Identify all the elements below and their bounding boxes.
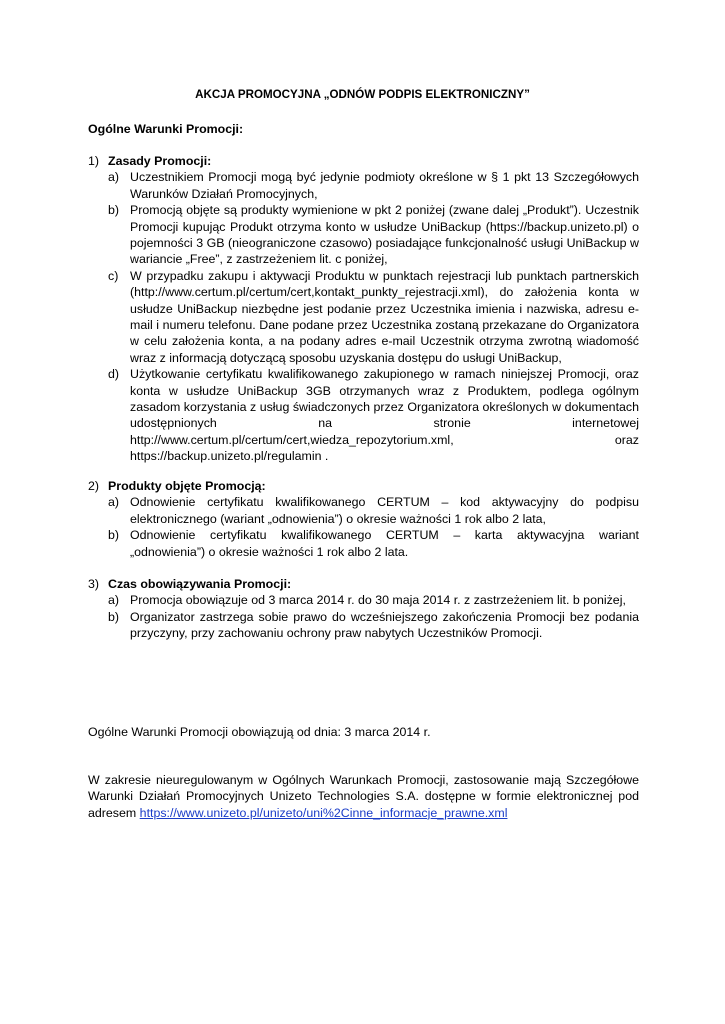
section-number: 3) [88, 577, 100, 591]
item-text: Odnowienie certyfikatu kwalifikowanego CERTUM – karta aktywacyjna wariant „odnowienia”) o okresie ważności 1 rok albo 2 lata. [130, 528, 639, 559]
item-text: Promocja obowiązuje od 3 marca 2014 r. do 30 maja 2014 r. z zastrzeżeniem lit. b poniżej, [130, 593, 626, 608]
section-number: 1) [88, 154, 100, 168]
item-text: Odnowienie certyfikatu kwalifikowanego CERTUM – kod aktywacyjny do podpisu elektronicznego (wariant „odnowienia”) o okresie ważności 1 rok albo 2 lata, [130, 495, 639, 526]
section-products [88, 478, 639, 560]
list-item [88, 592, 639, 608]
item-letter: c) [108, 268, 119, 283]
item-text: Promocją objęte są produkty wymienione w pkt 2 poniżej (zwane dalej „Produkt”). Uczestnik Promocji kupując Produkt otrzyma konto w usłudze UniBackup (https://backup.unizeto.pl) o pojemności 3 GB (nieograniczone czasowo) posiadające funkcjonalność usługi UniBackup w wariancie „Free”, z zastrzeżeniem lit. c poniżej, [130, 203, 639, 267]
section-heading [88, 478, 639, 494]
item-text: W przypadku zakupu i aktywacji Produktu w punktach rejestracji lub punktach partnerskich (http://www.certum.pl/certum/cert,kontakt_punkty_rejestracji.xml), do założenia konta w usłudze UniBackup niezbędne jest podanie przez Uczestnika imienia i nazwiska, adresu e-mail i numeru telefonu. Dane podane przez Uczestnika zostaną przekazane do Organizatora w celu założenia konta, a na podany adres e-mail Uczestnik otrzyma zwrotną wiadomość wraz z informacją dotyczącą sposobu uzyskania dostępu do usługi UniBackup, [130, 268, 639, 365]
item-letter: a) [108, 170, 120, 185]
section-title: Produkty objęte Promocją: [108, 479, 266, 493]
section-heading [88, 153, 639, 169]
section-heading [88, 576, 639, 592]
closing-paragraph [88, 772, 639, 821]
item-letter: b) [108, 203, 120, 218]
list-item [88, 527, 639, 560]
item-letter: a) [108, 495, 120, 510]
validity-statement: Ogólne Warunki Promocji obowiązują od dnia: 3 marca 2014 r. [88, 725, 431, 739]
item-letter: a) [108, 593, 120, 608]
section-duration [88, 576, 639, 642]
list-item [88, 609, 639, 642]
legal-info-link[interactable]: https://www.unizeto.pl/unizeto/uni%2Cinne_informacje_prawne.xml [139, 805, 508, 820]
list-item [88, 268, 639, 366]
item-letter: b) [108, 609, 120, 624]
closing-text: W zakresie nieuregulowanym w Ogólnych Warunkach Promocji, zastosowanie mają Szczegółowe Warunki Działań Promocyjnych Unizeto Technologies S.A. dostępne w formie elektronicznej pod adresem [88, 773, 639, 820]
section-title: Czas obowiązywania Promocji: [108, 577, 292, 591]
section-title: Zasady Promocji: [108, 154, 212, 168]
section-number: 2) [88, 479, 100, 493]
item-letter: d) [108, 367, 120, 382]
document-subtitle: Ogólne Warunki Promocji: [88, 122, 244, 136]
list-item [88, 202, 639, 268]
document-title: AKCJA PROMOCYJNA „ODNÓW PODPIS ELEKTRONICZNY” [195, 88, 530, 101]
list-item [88, 169, 639, 202]
item-text: Organizator zastrzega sobie prawo do wcześniejszego zakończenia Promocji bez podania przyczyny, przy zachowaniu ochrony praw nabytych Uczestników Promocji. [130, 609, 639, 641]
list-item [88, 494, 639, 527]
item-text: Uczestnikiem Promocji mogą być jedynie podmioty określone w § 1 pkt 13 Szczegółowych Warunków Działań Promocyjnych, [130, 170, 639, 201]
section-rules [88, 153, 639, 465]
item-text: Użytkowanie certyfikatu kwalifikowanego zakupionego w ramach niniejszej Promocji, oraz konta w usłudze UniBackup 3GB otrzymanych wraz z Produktem, podlega ogólnym zasadom korzystania z usług świadczonych przez Organizatora określonych w dokumentach udostępnionych na stronie internetowej http://www.certum.pl/certum/cert,wiedza_repozytorium.xml, oraz https://backup.unizeto.pl/regulamin . [130, 367, 639, 464]
item-letter: b) [108, 528, 120, 543]
list-item [88, 366, 639, 464]
